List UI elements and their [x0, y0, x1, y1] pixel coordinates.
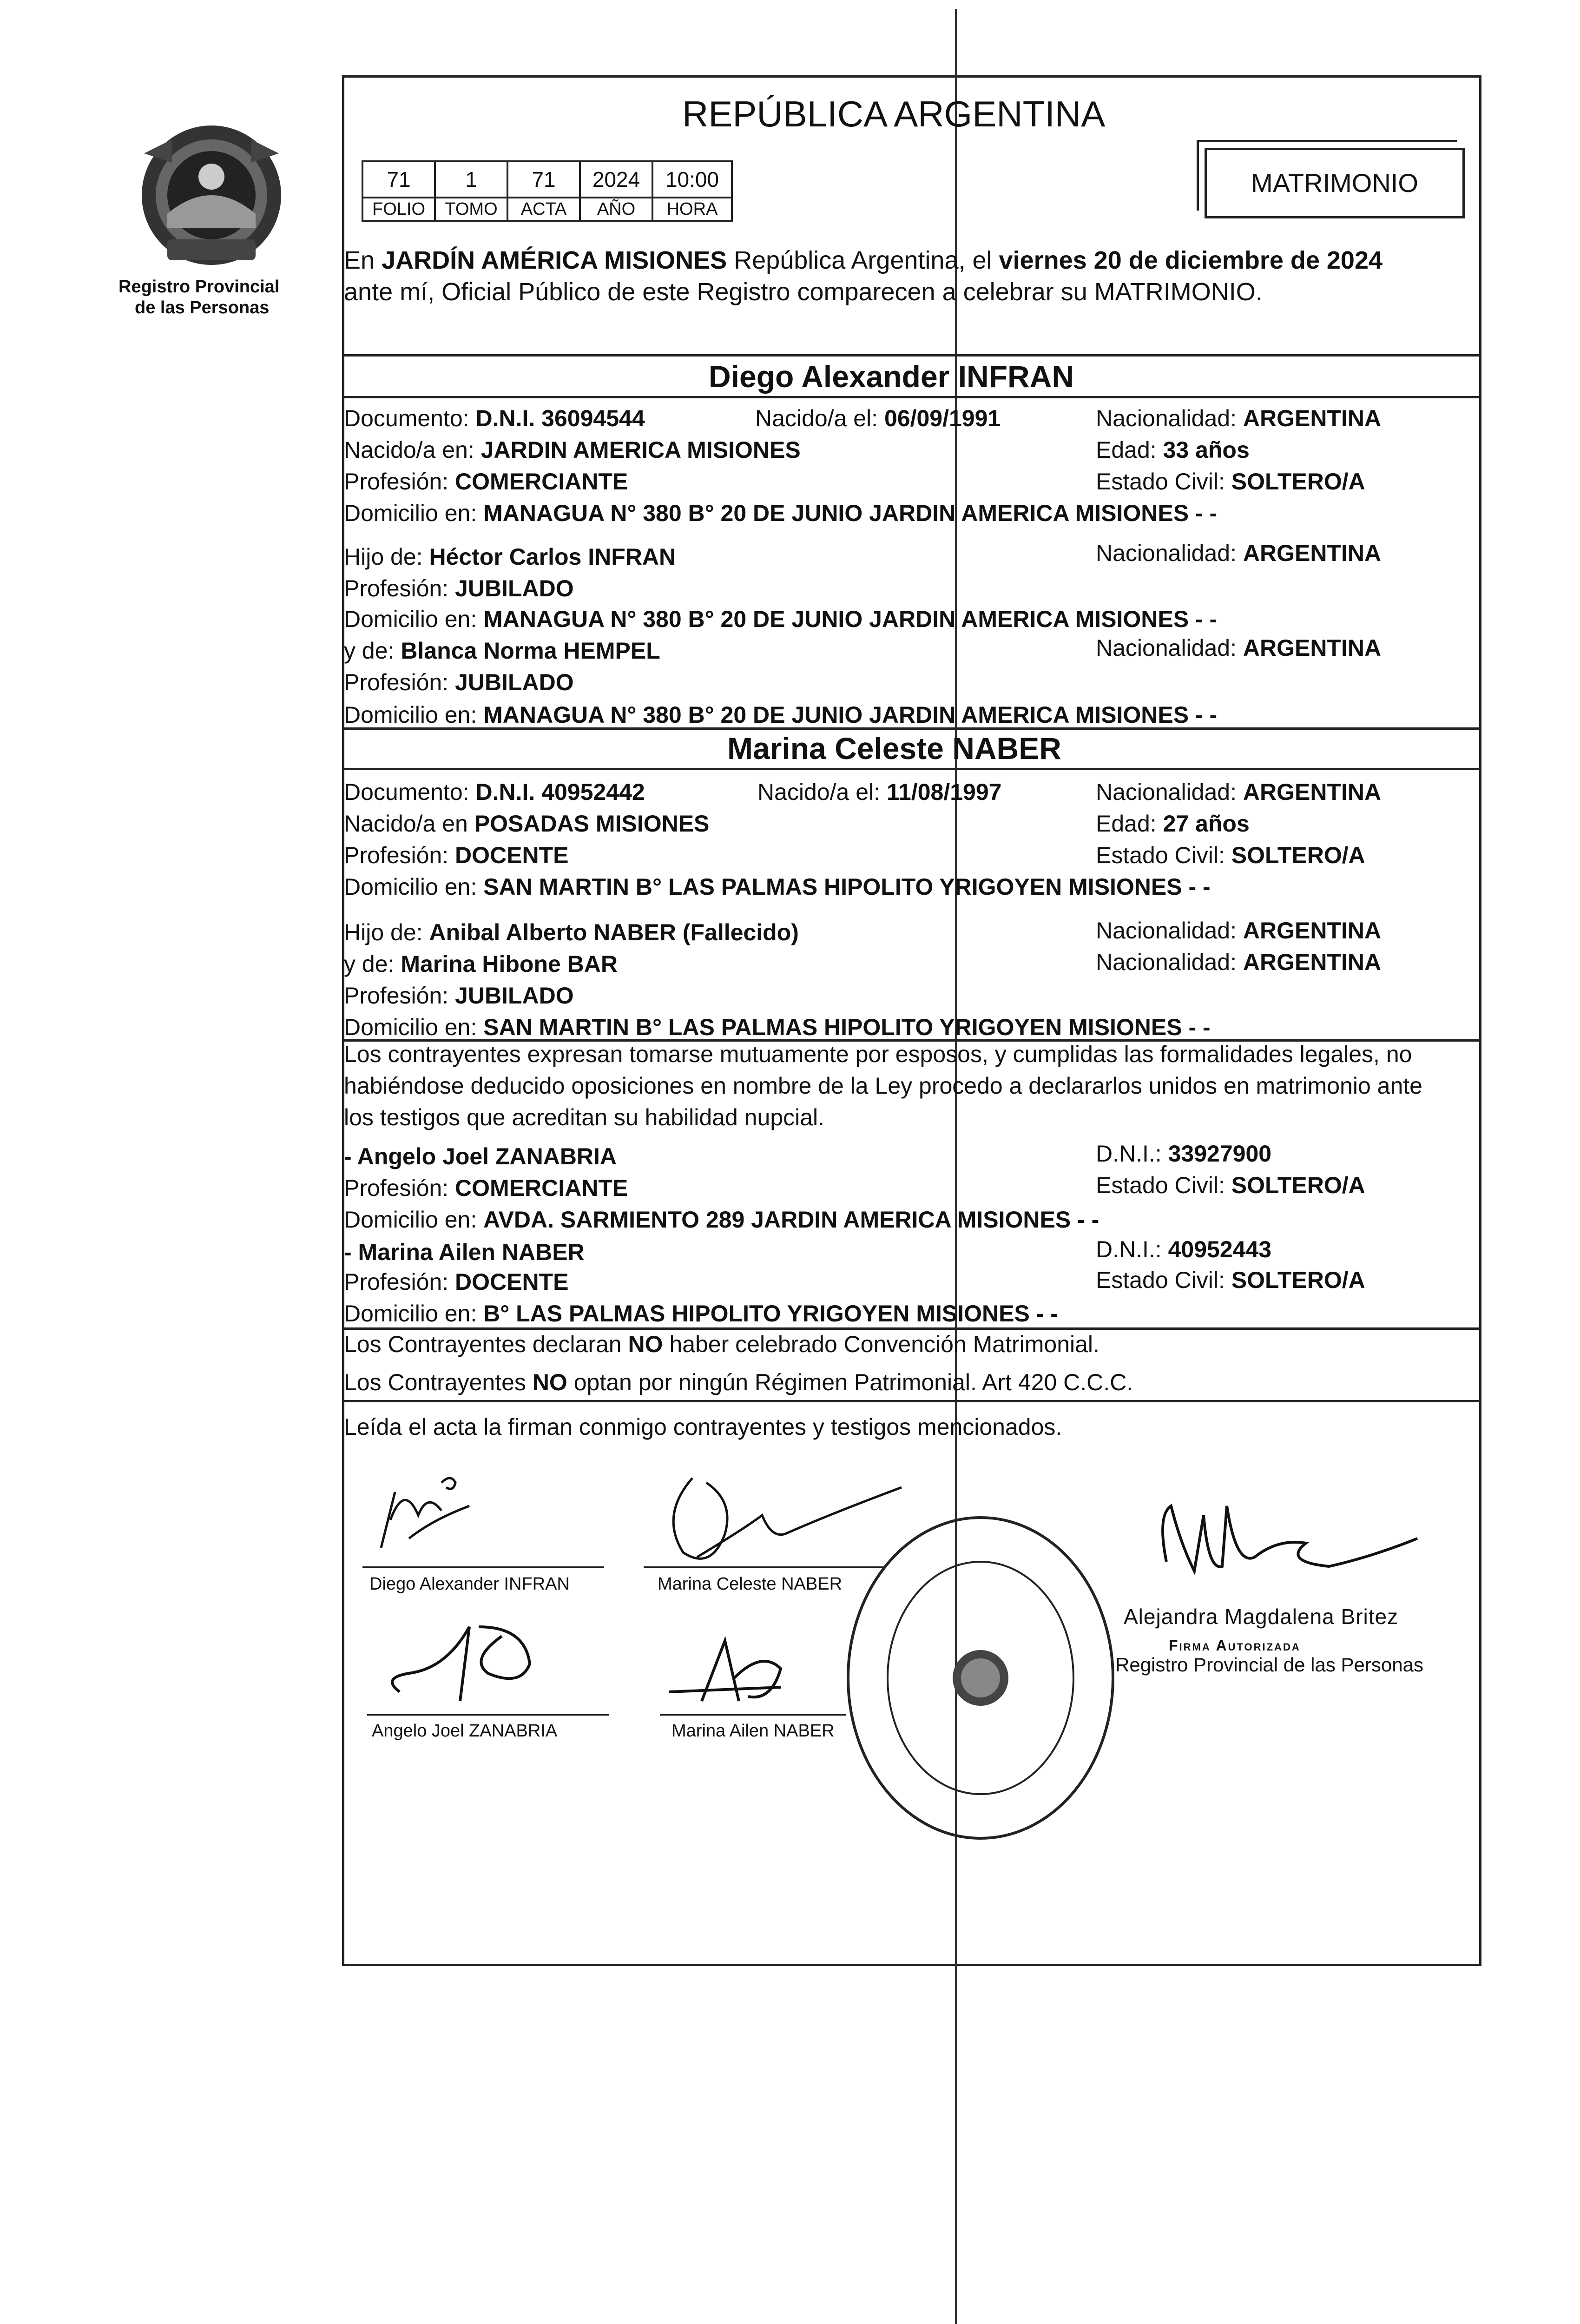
divider	[342, 1400, 1481, 1402]
declaration-line-2: habiéndose deducido oposiciones en nombre de la Ley procedo a declararlos unidos en matrimonio ante	[344, 1073, 1422, 1099]
bride-age-row: Edad: 27 años	[1096, 811, 1250, 837]
bride-doc-row: Documento: D.N.I. 40952442	[344, 779, 645, 805]
bride-birthplace-row: Nacido/a en POSADAS MISIONES	[344, 811, 710, 837]
witness2-name: - Marina Ailen NABER	[344, 1239, 585, 1265]
intro-date: viernes 20 de diciembre de 2024	[999, 246, 1383, 274]
declaration-line-1: Los contrayentes expresan tomarse mutuamente por esposos, y cumplidas las formalidades legales, no	[344, 1041, 1412, 1067]
witness2-signature-icon	[660, 1622, 809, 1715]
tomo-label: TOMO	[435, 198, 507, 221]
signature-line	[362, 1566, 604, 1568]
groom-signature-icon	[362, 1464, 479, 1557]
signature-line	[660, 1714, 846, 1716]
groom-doc-row: Documento: D.N.I. 36094544	[344, 405, 645, 431]
groom-born-row: Nacido/a el: 06/09/1991	[755, 405, 1001, 431]
declaration-line-3: los testigos que acreditan su habilidad nupcial.	[344, 1104, 825, 1130]
bride-mother-prof-row: Profesión: JUBILADO	[344, 983, 574, 1009]
anio-label: AÑO	[580, 198, 652, 221]
bride-father-nat-row: Nacionalidad: ARGENTINA	[1096, 918, 1382, 944]
folio-value: 71	[362, 161, 435, 198]
bride-father-row: Hijo de: Anibal Alberto NABER (Fallecido)	[344, 919, 799, 945]
bride-mother-nat-row: Nacionalidad: ARGENTINA	[1096, 949, 1382, 975]
anio-value: 2024	[580, 161, 652, 198]
tomo-value: 1	[435, 161, 507, 198]
witness2-addr-row: Domicilio en: B° LAS PALMAS HIPOLITO YRIGOYEN MISIONES - -	[344, 1301, 1058, 1327]
groom-father-row: Hijo de: Héctor Carlos INFRAN	[344, 544, 676, 570]
witness2-prof-row: Profesión: DOCENTE	[344, 1269, 569, 1295]
witness1-civil-row: Estado Civil: SOLTERO/A	[1096, 1172, 1365, 1198]
scan-fold-line	[955, 9, 957, 2324]
groom-prof-row: Profesión: COMERCIANTE	[344, 469, 628, 495]
witness1-dni-row: D.N.I.: 33927900	[1096, 1141, 1272, 1167]
witness1-name: - Angelo Joel ZANABRIA	[344, 1143, 617, 1169]
groom-signature-label: Diego Alexander INFRAN	[369, 1574, 570, 1594]
folio-label: FOLIO	[362, 198, 435, 221]
bride-nat-row: Nacionalidad: ARGENTINA	[1096, 779, 1382, 805]
act-type-box	[1205, 148, 1465, 218]
witness1-addr-row: Domicilio en: AVDA. SARMIENTO 289 JARDIN AMERICA MISIONES - -	[344, 1207, 1099, 1233]
bride-signature-label: Marina Celeste NABER	[658, 1574, 843, 1594]
witness1-signature-label: Angelo Joel ZANABRIA	[372, 1721, 558, 1741]
witness2-dni-row: D.N.I.: 40952443	[1096, 1236, 1272, 1262]
groom-mother-addr-row: Domicilio en: MANAGUA N° 380 B° 20 DE JUNIO JARDIN AMERICA MISIONES - -	[344, 702, 1218, 728]
act-type: MATRIMONIO	[1251, 168, 1418, 198]
official-name: Alejandra Magdalena Britez	[1124, 1604, 1399, 1629]
intro-line-1	[344, 246, 1382, 274]
registry-logo-caption-1: Registro Provincial	[118, 277, 280, 297]
groom-nat-row: Nacionalidad: ARGENTINA	[1096, 405, 1382, 431]
intro-place: JARDÍN AMÉRICA MISIONES	[382, 246, 727, 274]
registry-logo-caption-2: de las Personas	[135, 298, 270, 317]
bride-prof-row: Profesión: DOCENTE	[344, 842, 569, 868]
groom-birthplace-row: Nacido/a en: JARDIN AMERICA MISIONES	[344, 437, 801, 463]
intro-mid: República Argentina, el	[734, 246, 992, 274]
hora-label: HORA	[652, 198, 732, 221]
registry-table	[362, 160, 733, 222]
official-stamp	[841, 1511, 1120, 1845]
registry-logo	[135, 121, 288, 274]
groom-addr-row: Domicilio en: MANAGUA N° 380 B° 20 DE JUNIO JARDIN AMERICA MISIONES - -	[344, 500, 1218, 526]
intro-line-2: ante mí, Oficial Público de este Registro comparecen a celebrar su MATRIMONIO.	[344, 278, 1263, 306]
bride-born-row: Nacido/a el: 11/08/1997	[757, 779, 1002, 805]
regime-line-1: Los Contrayentes declaran NO haber celebrado Convención Matrimonial.	[344, 1331, 1099, 1357]
bride-name: Marina Celeste NABER	[727, 731, 1061, 766]
witness1-prof-row: Profesión: COMERCIANTE	[344, 1175, 628, 1201]
witness2-signature-label: Marina Ailen NABER	[672, 1721, 835, 1741]
intro-pre: En	[344, 246, 375, 274]
groom-age-row: Edad: 33 años	[1096, 437, 1250, 463]
bride-civil-row: Estado Civil: SOLTERO/A	[1096, 842, 1365, 868]
groom-father-nat-row: Nacionalidad: ARGENTINA	[1096, 540, 1382, 566]
province-seal-icon	[135, 121, 288, 274]
bride-addr-row: Domicilio en: SAN MARTIN B° LAS PALMAS HIPOLITO YRIGOYEN MISIONES - -	[344, 874, 1211, 900]
bride-mother-row: y de: Marina Hibone BAR	[344, 951, 618, 977]
official-signature-icon	[1129, 1487, 1455, 1608]
acta-value: 71	[507, 161, 580, 198]
witness2-civil-row: Estado Civil: SOLTERO/A	[1096, 1267, 1365, 1293]
divider	[342, 354, 1481, 357]
groom-civil-row: Estado Civil: SOLTERO/A	[1096, 469, 1365, 495]
registry-seal-icon	[841, 1511, 1120, 1845]
groom-father-prof-row: Profesión: JUBILADO	[344, 575, 574, 601]
hora-value: 10:00	[652, 161, 732, 198]
divider	[342, 1327, 1481, 1330]
official-title: Firma Autorizada	[1169, 1637, 1301, 1654]
groom-father-addr-row: Domicilio en: MANAGUA N° 380 B° 20 DE JUNIO JARDIN AMERICA MISIONES - -	[344, 606, 1218, 632]
official-org: Registro Provincial de las Personas	[1115, 1654, 1423, 1676]
document-title: REPÚBLICA ARGENTINA	[682, 93, 1106, 134]
closing-statement: Leída el acta la firman conmigo contrayentes y testigos mencionados.	[344, 1414, 1062, 1440]
divider	[342, 396, 1481, 398]
groom-mother-nat-row: Nacionalidad: ARGENTINA	[1096, 635, 1382, 661]
signature-line	[367, 1714, 609, 1716]
regime-line-2: Los Contrayentes NO optan por ningún Régimen Patrimonial. Art 420 C.C.C.	[344, 1369, 1133, 1395]
bride-mother-addr-row: Domicilio en: SAN MARTIN B° LAS PALMAS HIPOLITO YRIGOYEN MISIONES - -	[344, 1014, 1211, 1040]
groom-name: Diego Alexander INFRAN	[709, 359, 1074, 394]
divider	[342, 768, 1481, 770]
groom-mother-prof-row: Profesión: JUBILADO	[344, 669, 574, 695]
groom-mother-row: y de: Blanca Norma HEMPEL	[344, 638, 660, 664]
witness1-signature-icon	[372, 1608, 567, 1715]
acta-label: ACTA	[507, 198, 580, 221]
